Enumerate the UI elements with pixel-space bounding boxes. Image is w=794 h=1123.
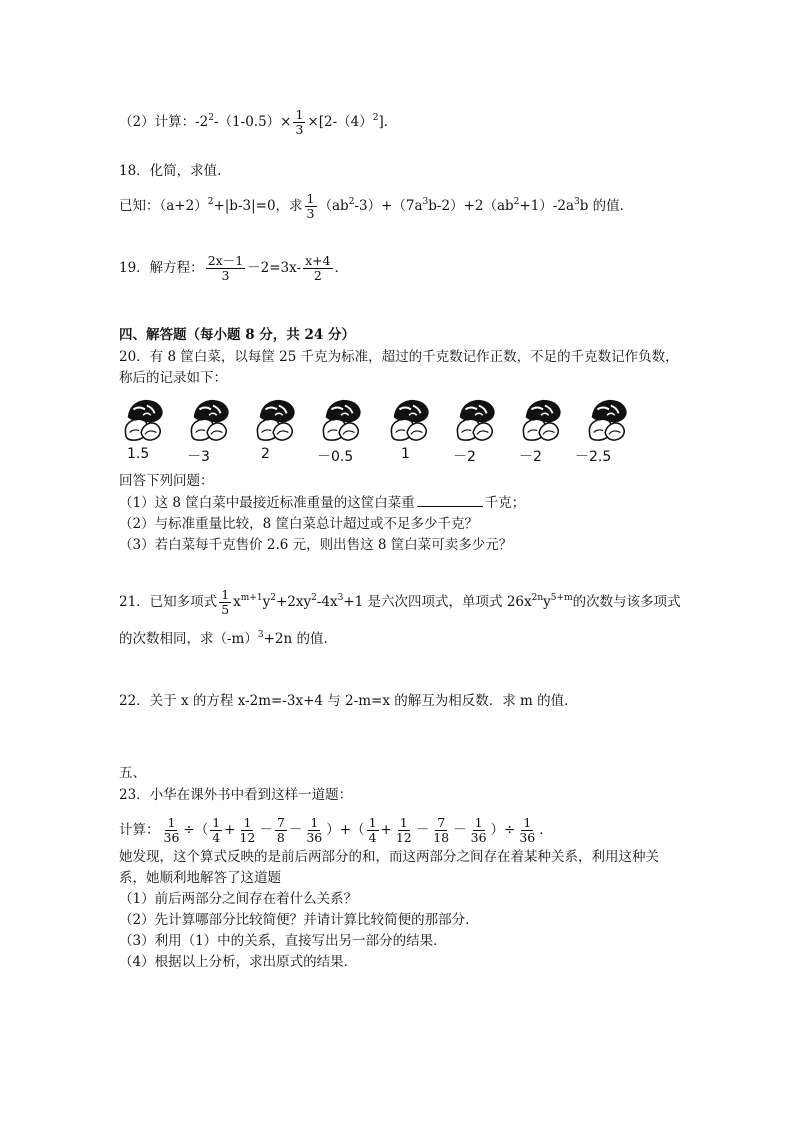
denominator: 12 bbox=[239, 830, 256, 845]
text: b 的值． bbox=[579, 198, 634, 214]
denominator: 2 bbox=[313, 268, 322, 283]
operator: ÷（ bbox=[183, 822, 209, 838]
operator: － bbox=[415, 822, 430, 838]
text: 19．解方程： bbox=[119, 260, 204, 276]
fraction bbox=[517, 816, 537, 845]
problem-17-2 bbox=[119, 108, 397, 137]
problem-20-question-1 bbox=[119, 494, 525, 512]
exponent: 5+m bbox=[550, 593, 573, 603]
cabbage-basket-icon bbox=[119, 396, 169, 444]
text: 21．已知多项式 bbox=[119, 594, 218, 610]
text: +1 是六次四项式，单项式 26x bbox=[343, 594, 532, 610]
text: 已知：（a+2） bbox=[119, 198, 208, 214]
answer-prompt: 回答下列问题： bbox=[119, 473, 214, 489]
text: 计算： bbox=[119, 822, 160, 838]
text: 的次数与该多项式 bbox=[572, 594, 681, 610]
problem-22: 22．关于 x 的方程 x-2m=-3x+4 与 2-m=x 的解互为相反数．求 m 的值． bbox=[119, 693, 578, 709]
operator: － bbox=[288, 822, 303, 838]
denominator: 18 bbox=[433, 830, 450, 845]
fraction bbox=[305, 192, 317, 221]
cabbage-basket-icon bbox=[251, 396, 301, 444]
text: （ab bbox=[318, 198, 349, 214]
numerator: 1 bbox=[212, 815, 221, 830]
numerator: 1 bbox=[474, 815, 483, 830]
problem-23-question-4: （4）根据以上分析，求出原式的结果． bbox=[119, 954, 358, 970]
exponent: 2n bbox=[531, 593, 544, 603]
denominator: 8 bbox=[276, 830, 285, 845]
numerator: 1 bbox=[310, 815, 319, 830]
denominator: 3 bbox=[221, 268, 230, 283]
weight-records bbox=[119, 446, 639, 466]
problem-23-line-3: 她发现，这个算式反映的是前后两部分的和，而这两部分之间存在着某种关系，利用这种关 bbox=[119, 849, 659, 865]
answer-blank[interactable] bbox=[417, 494, 483, 507]
numerator: 1 bbox=[167, 815, 176, 830]
problem-19 bbox=[119, 254, 348, 283]
text: x bbox=[233, 594, 241, 610]
denominator: 3 bbox=[306, 206, 315, 221]
cabbage-row bbox=[119, 396, 639, 446]
weight-value: 1.5 bbox=[127, 446, 150, 462]
exponent: 2 bbox=[207, 197, 214, 207]
text: y bbox=[543, 594, 551, 610]
cabbage-basket-icon bbox=[451, 396, 501, 444]
text: 的次数相同，求（-m） bbox=[119, 631, 258, 647]
operator: ． bbox=[539, 822, 553, 838]
problem-23-question-3: （3）利用（1）中的关系，直接写出另一部分的结果． bbox=[119, 933, 447, 949]
problem-23-question-2: （2）先计算哪部分比较简便？并请计算比较简便的那部分． bbox=[119, 912, 479, 928]
weight-value: －3 bbox=[187, 449, 210, 465]
exponent: 3 bbox=[574, 197, 580, 207]
operator: － bbox=[259, 822, 273, 838]
cabbage-basket-icon bbox=[385, 396, 435, 444]
numerator: 1 bbox=[295, 107, 304, 122]
exponent: 2 bbox=[372, 113, 379, 123]
text: b-2）+2（ab bbox=[428, 198, 514, 214]
text: ×[2-（4） bbox=[307, 114, 373, 130]
cabbage-basket-icon bbox=[185, 396, 235, 444]
numerator: 1 bbox=[523, 815, 532, 830]
problem-23-title: 23．小华在课外书中看到这样一道题： bbox=[119, 787, 353, 803]
fraction bbox=[210, 816, 222, 845]
denominator: 4 bbox=[368, 830, 377, 845]
weight-value: －2 bbox=[453, 449, 476, 465]
text: －2=3x- bbox=[247, 260, 302, 276]
text: ． bbox=[334, 260, 349, 276]
text: +1）-2a bbox=[519, 198, 575, 214]
weight-value: －2 bbox=[519, 449, 542, 465]
weight-value: －0.5 bbox=[317, 449, 354, 465]
operator: + bbox=[224, 822, 236, 838]
denominator: 4 bbox=[212, 830, 221, 845]
fraction bbox=[293, 108, 305, 137]
section-4-heading: 四、解答题（每小题 8 分，共 24 分） bbox=[119, 327, 355, 343]
denominator: 36 bbox=[470, 830, 487, 845]
numerator: 2x－1 bbox=[207, 253, 244, 268]
operator: ）÷ bbox=[490, 822, 516, 838]
exponent: 3 bbox=[422, 197, 429, 207]
exponent: 2 bbox=[270, 593, 276, 603]
text: （1）这 8 筐白菜中最接近标准重量的这筐白菜重 bbox=[119, 495, 415, 511]
exponent: 2 bbox=[348, 197, 355, 207]
fraction bbox=[367, 816, 379, 845]
text: 千克； bbox=[484, 495, 526, 511]
problem-20-question-3: （3）若白菜每千克售价 2.6 元，则出售这 8 筐白菜可卖多少元？ bbox=[119, 537, 513, 553]
problem-21-line-1 bbox=[119, 588, 681, 617]
denominator: 12 bbox=[395, 830, 412, 845]
operator: ）+（ bbox=[326, 822, 365, 838]
cabbage-basket-icon bbox=[317, 396, 367, 444]
problem-23-line-4: 系，她顺利地解答了这道题 bbox=[119, 870, 281, 886]
numerator: x+4 bbox=[305, 253, 331, 268]
cabbage-basket-icon bbox=[583, 396, 633, 444]
text: y bbox=[262, 594, 271, 610]
denominator: 36 bbox=[163, 830, 180, 845]
problem-23-expression bbox=[119, 816, 553, 845]
text: +|b-3|=0，求 bbox=[213, 198, 303, 214]
numerator: 1 bbox=[221, 587, 230, 602]
problem-20-line-1: 20．有 8 筐白菜，以每筐 25 千克为标准，超过的千克数记作正数，不足的千克数记作负数， bbox=[119, 349, 679, 365]
fraction bbox=[394, 816, 414, 845]
numerator: 1 bbox=[399, 815, 408, 830]
fraction bbox=[162, 816, 182, 845]
numerator: 1 bbox=[306, 191, 315, 206]
problem-23-question-1: （1）前后两部分之间存在着什么关系？ bbox=[119, 891, 358, 907]
text: +2n 的值． bbox=[263, 631, 337, 647]
operator: － bbox=[453, 822, 467, 838]
fraction bbox=[431, 816, 451, 845]
numerator: 1 bbox=[368, 815, 377, 830]
problem-21-line-2 bbox=[119, 630, 337, 648]
exponent: 3 bbox=[337, 593, 344, 603]
cabbage-basket-icon bbox=[517, 396, 567, 444]
denominator: 5 bbox=[221, 602, 230, 617]
text: ]． bbox=[378, 114, 398, 130]
fraction bbox=[237, 816, 257, 845]
numerator: 1 bbox=[243, 815, 252, 830]
operator: + bbox=[380, 822, 392, 838]
fraction bbox=[275, 816, 287, 845]
denominator: 3 bbox=[295, 122, 304, 137]
text: -（1-0.5）× bbox=[213, 114, 292, 130]
text: -4x bbox=[316, 594, 338, 610]
numerator: 7 bbox=[276, 815, 285, 830]
exponent: m+1 bbox=[240, 593, 263, 603]
text: +2xy bbox=[275, 594, 312, 610]
problem-18-title: 18．化简，求值． bbox=[119, 163, 231, 179]
problem-20-line-2: 称后的记录如下： bbox=[119, 370, 227, 386]
fraction bbox=[304, 816, 324, 845]
fraction bbox=[469, 816, 489, 845]
exponent: 2 bbox=[513, 197, 520, 207]
section-5-heading: 五、 bbox=[119, 765, 146, 781]
text: （2）计算：-2 bbox=[119, 114, 209, 130]
weight-value: 1 bbox=[401, 446, 410, 462]
denominator: 36 bbox=[306, 830, 323, 845]
problem-18-expression bbox=[119, 192, 633, 221]
weight-value: 2 bbox=[261, 446, 270, 462]
exponent: 2 bbox=[208, 113, 214, 123]
text: -3）+（7a bbox=[354, 198, 423, 214]
denominator: 36 bbox=[519, 830, 536, 845]
problem-20-question-2: （2）与标准重量比较，8 筐白菜总计超过或不足多少千克？ bbox=[119, 516, 478, 532]
fraction bbox=[219, 588, 231, 617]
weight-value: －2.5 bbox=[575, 449, 612, 465]
fraction bbox=[303, 254, 332, 283]
fraction bbox=[206, 254, 245, 283]
numerator: 7 bbox=[437, 815, 446, 830]
exponent: 2 bbox=[311, 593, 317, 603]
exponent: 3 bbox=[257, 630, 264, 640]
